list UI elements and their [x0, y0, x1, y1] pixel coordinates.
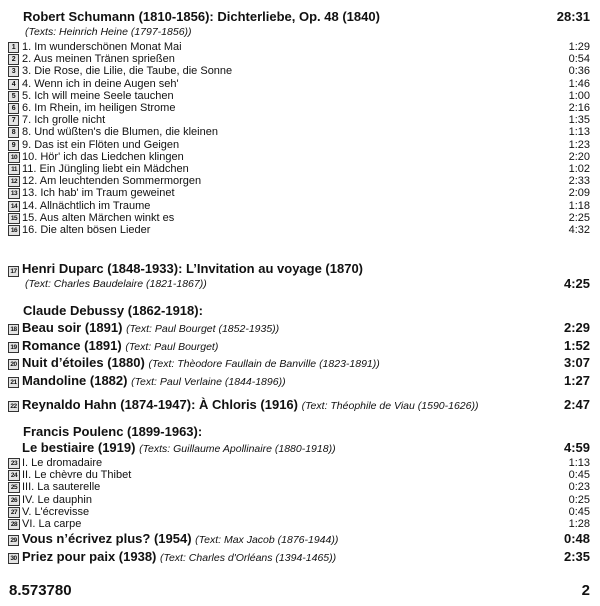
track-title: 2. Aus meinen Tränen sprießen	[22, 53, 175, 66]
track-number-badge: 11	[8, 164, 20, 175]
track-duration: 0:25	[568, 493, 590, 506]
song-duration: 0:48	[563, 531, 590, 546]
track-number-badge: 14	[8, 201, 20, 212]
bestiaire-heading	[22, 440, 336, 455]
track-title: 15. Aus alten Märchen winkt es	[22, 211, 175, 224]
track-duration: 1:02	[568, 163, 590, 175]
song-text-credit: (Text: Paul Bourget (1852-1935))	[126, 323, 280, 335]
song-title: Priez pour paix (1938)	[22, 548, 157, 564]
page-number: 2	[581, 582, 590, 599]
track-duration: 1:18	[568, 199, 590, 212]
song-title: Nuit d’étoiles (1880)	[22, 355, 145, 370]
track-number-badge: 19	[8, 342, 19, 353]
track-duration: 1:00	[568, 89, 590, 102]
track-number-badge: 4	[8, 79, 19, 90]
song-duration: 3:07	[563, 355, 590, 370]
duparc-text-credit: (Text: Charles Baudelaire (1821-1867))	[25, 278, 207, 290]
track-duration: 1:29	[568, 41, 590, 53]
track-duration: 4:32	[568, 224, 590, 236]
schumann-texts-credit: (Texts: Heinrich Heine (1797-1856))	[25, 26, 192, 38]
bestiaire-title: Le bestiaire (1919)	[22, 440, 136, 455]
track-number-badge: 28	[8, 519, 20, 530]
track-number-badge: 10	[8, 152, 20, 163]
track-number-badge: 18	[8, 324, 19, 335]
track-number-badge: 24	[8, 470, 20, 481]
track-title: 11. Ein Jüngling liebt ein Mädchen	[22, 163, 189, 175]
track-duration: 1:28	[568, 518, 590, 530]
track-number-badge: 7	[8, 115, 19, 126]
song-title: Beau soir (1891)	[22, 320, 123, 335]
track-title: 12. Am leuchtenden Sommermorgen	[22, 175, 202, 188]
song-title: Mandoline (1882)	[22, 372, 128, 388]
track-title: 9. Das ist ein Flöten und Geigen	[22, 138, 180, 151]
catalog-number: 8.573780	[9, 582, 72, 599]
duparc-duration: 4:25	[563, 276, 590, 291]
song-text-credit: (Text: Paul Verlaine (1844-1896))	[131, 375, 286, 388]
track-duration: 0:23	[568, 481, 590, 494]
track-number-badge: 17	[8, 266, 19, 277]
song-title: Vous n’écrivez plus? (1954)	[22, 531, 192, 546]
track-title: 13. Ich hab' im Traum geweinet	[22, 187, 175, 200]
poulenc-heading: Francis Poulenc (1899-1963):	[23, 424, 203, 439]
track-number-badge: 23	[8, 458, 20, 469]
track-title: 1. Im wunderschönen Monat Mai	[22, 41, 182, 53]
track-title: 8. Und wüßten's die Blumen, die kleinen	[22, 126, 218, 139]
track-title: 7. Ich grolle nicht	[22, 114, 106, 127]
track-duration: 0:54	[568, 53, 590, 66]
track-duration: 2:33	[568, 175, 590, 188]
track-number-badge: 16	[8, 225, 20, 236]
track-number-badge: 20	[8, 359, 19, 370]
track-duration: 1:35	[568, 114, 590, 127]
track-number-badge: 13	[8, 188, 20, 199]
track-number-badge: 3	[8, 66, 19, 77]
track-title: 5. Ich will meine Seele tauchen	[22, 89, 174, 102]
track-duration: 2:09	[568, 187, 590, 200]
track-number-badge: 22	[8, 401, 19, 412]
track-title: 14. Allnächtlich im Traume	[22, 199, 151, 212]
bestiaire-text-credit: (Texts: Guillaume Apollinaire (1880-1918))	[139, 443, 336, 455]
track-title: 10. Hör' ich das Liedchen klingen	[22, 150, 184, 163]
track-row	[0, 224, 600, 238]
track-title: VI. La carpe	[22, 518, 82, 530]
track-title: IV. Le dauphin	[22, 493, 92, 506]
song-text-credit: (Text: Max Jacob (1876-1944))	[195, 534, 339, 546]
track-number-badge: 2	[8, 54, 19, 65]
track-duration: 1:13	[568, 126, 590, 139]
track-number-badge: 5	[8, 91, 19, 102]
track-number-badge: 27	[8, 507, 20, 518]
track-row	[0, 518, 600, 532]
song-title: Romance (1891)	[22, 337, 122, 353]
track-duration: 2:16	[568, 102, 590, 114]
track-number-badge: 6	[8, 103, 19, 114]
track-title: 3. Die Rose, die Lilie, die Taube, die Sonne	[22, 65, 233, 78]
track-title: V. L'écrevisse	[22, 505, 90, 518]
track-duration: 1:46	[568, 77, 590, 90]
track-title: 4. Wenn ich in deine Augen seh'	[22, 77, 179, 90]
track-duration: 0:36	[568, 65, 590, 78]
track-number-badge: 1	[8, 42, 19, 53]
track-number-badge: 25	[8, 482, 20, 493]
track-number-badge: 30	[8, 553, 19, 564]
track-title: II. Le chèvre du Thibet	[22, 469, 132, 482]
debussy-heading: Claude Debussy (1862-1918):	[23, 303, 203, 318]
song-duration: 2:35	[563, 548, 590, 564]
song-text-credit: (Text: Thèodore Faullain de Banville (1823-1891))	[148, 358, 380, 370]
song-duration: 2:29	[563, 320, 590, 335]
track-title: 16. Die alten bösen Lieder	[22, 224, 151, 236]
hahn-heading	[22, 397, 478, 412]
hahn-title: Reynaldo Hahn (1874-1947): À Chloris (1916)	[22, 397, 298, 412]
track-number-badge: 12	[8, 176, 20, 187]
track-title: III. La sauterelle	[22, 481, 101, 494]
song-duration: 1:52	[563, 337, 590, 353]
track-number-badge: 21	[8, 377, 19, 388]
track-number-badge: 26	[8, 495, 20, 506]
track-number-badge: 9	[8, 140, 19, 151]
track-duration: 1:13	[568, 457, 590, 469]
track-number-badge: 15	[8, 213, 20, 224]
duparc-heading: Henri Duparc (1848-1933): L’Invitation au voyage (1870)	[22, 261, 364, 276]
track-duration: 0:45	[568, 505, 590, 518]
hahn-text-credit: (Text: Théophile de Viau (1590-1626))	[301, 400, 479, 412]
track-duration: 2:20	[568, 150, 590, 163]
track-number-badge: 29	[8, 535, 19, 546]
track-number-badge: 8	[8, 127, 19, 138]
track-title: I. Le dromadaire	[22, 457, 103, 469]
song-duration: 1:27	[563, 372, 590, 388]
track-duration: 0:45	[568, 469, 590, 482]
song-text-credit: (Text: Paul Bourget)	[125, 340, 219, 353]
schumann-heading: Robert Schumann (1810-1856): Dichterliebe, Op. 48 (1840)	[23, 9, 380, 24]
bestiaire-duration: 4:59	[563, 440, 590, 455]
track-duration: 1:23	[568, 138, 590, 151]
hahn-duration: 2:47	[563, 397, 590, 412]
track-duration: 2:25	[568, 211, 590, 224]
schumann-total-duration: 28:31	[556, 9, 590, 24]
track-title: 6. Im Rhein, im heiligen Strome	[22, 102, 176, 114]
song-text-credit: (Text: Charles d'Orléans (1394-1465))	[160, 551, 337, 564]
